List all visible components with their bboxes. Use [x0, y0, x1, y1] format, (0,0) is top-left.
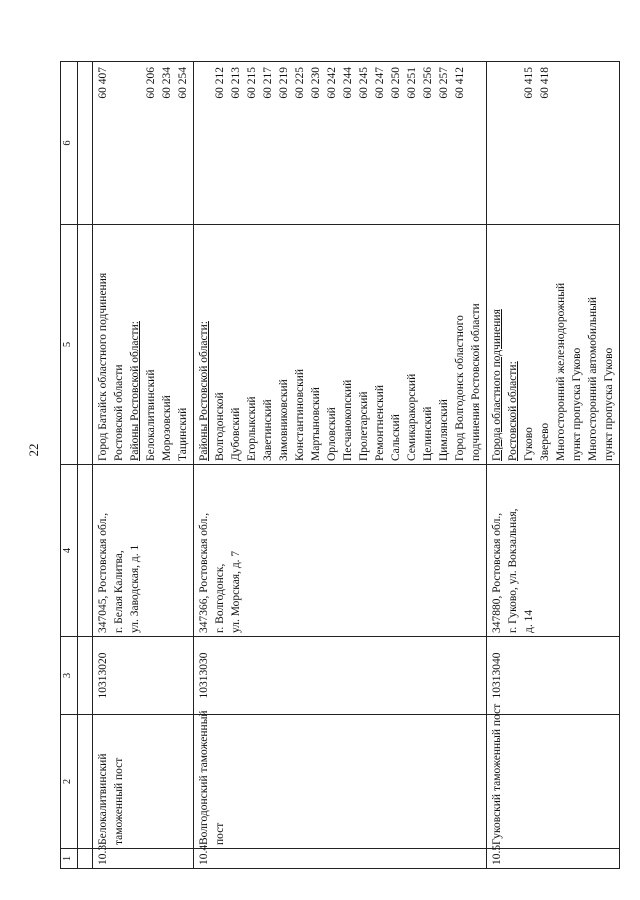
region-line: Мартыновский [310, 387, 322, 461]
okato-code: 60 213 [230, 67, 242, 99]
okato-code: 60 212 [214, 67, 226, 99]
okato-code: 60 225 [294, 67, 306, 99]
region-line: Целинский [422, 406, 434, 461]
region-line: Города областного подчинения [491, 309, 503, 461]
region-line: Константиновский [294, 369, 306, 461]
post-code-cell: 10313030 [194, 637, 487, 715]
table-row [194, 62, 487, 869]
region-line: Ростовской области: [507, 361, 519, 461]
address-line: д. 14 [523, 609, 535, 633]
okato-code: 60 219 [278, 67, 290, 99]
region-line: пункт пропуска Гуково [603, 347, 615, 461]
post-name-cell [487, 703, 620, 849]
address-cell [487, 465, 620, 637]
post-name-cell [93, 715, 194, 849]
column-header: 1 [61, 849, 78, 869]
address-line: ул. Заводская, д. 1 [129, 544, 141, 633]
column-header: 2 [61, 715, 78, 849]
post-code-cell: 10313020 [93, 637, 194, 715]
okato-code [489, 65, 505, 221]
post-name-cell [194, 710, 487, 849]
region-line: Дубовский [230, 407, 242, 461]
address-line: 347045, Ростовская обл., [97, 512, 109, 633]
address-line: г. Белая Калитва, [113, 550, 125, 633]
row-number-cell: 10.4 [194, 849, 487, 869]
table-spacer-row [78, 62, 93, 869]
okato-code: 60 215 [246, 67, 258, 99]
okato-code: 60 257 [438, 67, 450, 99]
address-line: г. Волгодонск, [214, 563, 226, 633]
okato-code: 60 407 [97, 67, 109, 99]
okato-code: 60 242 [326, 67, 338, 99]
region-line: Зимовниковский [278, 379, 290, 461]
table-row [487, 62, 620, 869]
region-line: пункт пропуска Гуково [571, 347, 583, 461]
region-line: Семикаракорский [406, 373, 418, 461]
okato-code [196, 65, 212, 221]
region-line: подчинения Ростовской области [470, 303, 482, 461]
region-line: Цимлянский [438, 399, 450, 461]
okato-code: 60 234 [161, 67, 173, 99]
okato-codes-cell [194, 62, 487, 225]
table-body [93, 62, 620, 869]
okato-code: 60 415 [523, 67, 535, 99]
okato-code: 60 254 [177, 67, 189, 99]
okato-code: 60 250 [390, 67, 402, 99]
okato-code: 60 217 [262, 67, 274, 99]
column-header: 3 [61, 637, 78, 715]
region-line: Заветинский [262, 399, 274, 461]
page-number: 22 [26, 443, 41, 457]
address-line: г. Гуково, ул. Вокзальная, [507, 508, 519, 633]
address-line: 347366, Ростовская обл., [198, 512, 210, 633]
okato-code: 60 412 [454, 67, 466, 99]
okato-code [505, 65, 521, 221]
post-name-line: Белокалитвинский [97, 753, 109, 845]
region-line: Многосторонний автомобильный [587, 296, 599, 461]
rotated-page [60, 62, 615, 869]
okato-code [127, 65, 143, 221]
row-number-cell: 10.5 [487, 849, 620, 869]
table-row [93, 62, 194, 869]
okato-code: 60 206 [145, 67, 157, 99]
okato-code: 60 418 [539, 67, 551, 99]
address-line: 347880, Ростовская обл., [491, 512, 503, 633]
region-line: Волгодонской [214, 392, 226, 461]
region-line: Тацинский [177, 407, 189, 461]
okato-code: 60 244 [342, 67, 354, 99]
region-line: Сальский [390, 414, 402, 461]
okato-code [585, 65, 601, 221]
address-line: ул. Морская, д. 7 [230, 550, 242, 633]
row-number-cell: 10.3 [93, 849, 194, 869]
region-line: Город Батайск областного подчинения [97, 272, 109, 461]
okato-code [569, 65, 585, 221]
regions-cell [194, 225, 487, 465]
region-line: Районы Ростовской области: [198, 321, 210, 461]
okato-codes-cell [487, 62, 620, 225]
region-line: Егорлыкский [246, 396, 258, 461]
okato-code: 60 256 [422, 67, 434, 99]
okato-codes-cell [93, 62, 194, 225]
okato-code: 60 245 [358, 67, 370, 99]
region-line: Орловский [326, 407, 338, 461]
region-line: Многосторонний железнодорожный [555, 282, 567, 461]
region-line: Гуково [523, 427, 535, 461]
table-header-row [61, 62, 78, 869]
column-header: 4 [61, 465, 78, 637]
region-line: Районы Ростовской области: [129, 321, 141, 461]
region-line: Город Волгодонск областного [454, 315, 466, 461]
okato-code [553, 65, 569, 221]
column-header: 5 [61, 225, 78, 465]
region-line: Морозовский [161, 395, 173, 461]
post-code-cell: 10313040 [487, 637, 620, 715]
post-name-line: таможенный пост [113, 757, 125, 845]
okato-code: 60 247 [374, 67, 386, 99]
region-line: Песчанокопский [342, 379, 354, 461]
post-name-line: Волгодонский таможенный [198, 710, 210, 845]
address-cell [194, 465, 487, 637]
customs-posts-table [60, 61, 620, 869]
okato-code: 60 251 [406, 67, 418, 99]
regions-cell [487, 225, 620, 465]
address-cell [93, 465, 194, 637]
region-line: Пролетарский [358, 391, 370, 461]
region-line: Ремонтненский [374, 385, 386, 461]
region-line: Белокалитвинский [145, 369, 157, 461]
post-name-line: пост [214, 822, 226, 845]
post-name-line: Гуковский таможенный пост [491, 703, 503, 845]
okato-code [111, 65, 127, 221]
regions-cell [93, 225, 194, 465]
region-line: Зверево [539, 422, 551, 461]
okato-code [601, 65, 617, 221]
region-line: Ростовской области [113, 364, 125, 461]
okato-code: 60 230 [310, 67, 322, 99]
column-header: 6 [61, 62, 78, 225]
okato-code [468, 65, 484, 221]
